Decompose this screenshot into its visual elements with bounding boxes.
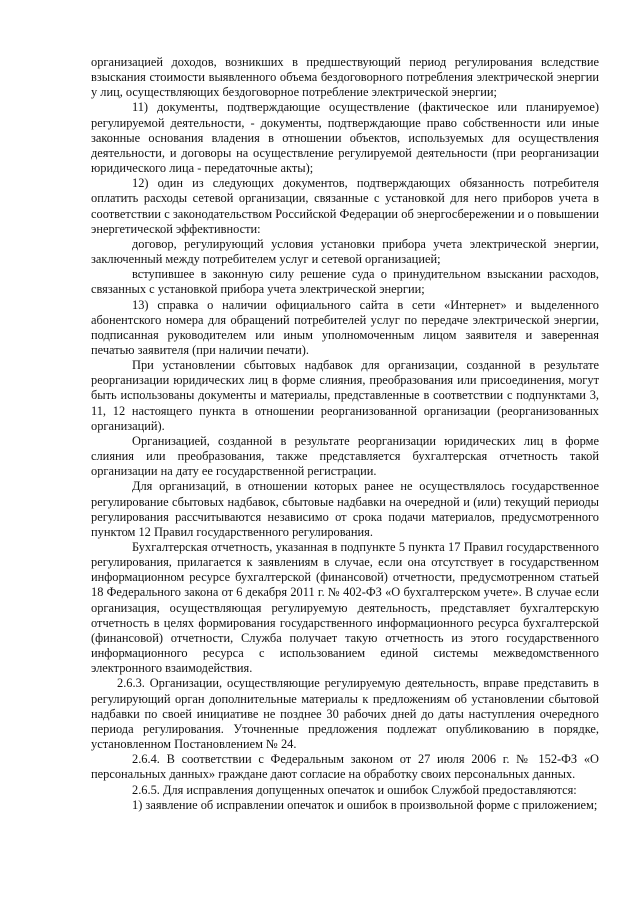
paragraph-accounting-reporting: Бухгалтерская отчетность, указанная в подпункте 5 пункта 17 Правил государственного регулирования, прилагается к заявлениям в случае, если она отсутствует в государственном информационном ресурсе бухгалтерской (финансовой) отчетности, предусмотренном статьей 18 Федерального закона от 6 декабря 2011 г. № 402-ФЗ «О бухгалтерском учете». В случае если организация, осуществляющая регулируемую деятельность, представляет бухгалтерскую отчетность в целях формирования государственного информационного ресурса бухгалтерской (финансовой) отчетности, Служба получает такую отчетность из этого государственного информационного ресурса с использованием единой системы межведомственного электронного взаимодействия. xyxy=(91,540,599,676)
paragraph-contract: договор, регулирующий условия установки прибора учета электрической энергии, заключенный между потребителем услуг и сетевой организацией; xyxy=(91,236,599,267)
paragraph-court-decision: вступившее в законную силу решение суда о принудительном взыскании расходов, связанных с установкой прибора учета электрической энергии; xyxy=(91,267,599,297)
paragraph-correction-application: 1) заявление об исправлении опечаток и ошибок в произвольной форме с приложением; xyxy=(132,797,598,812)
paragraph-reorganization: При установлении сбытовых надбавок для организации, созданной в результате реорганизации юридических лиц в форме слияния, преобразования или присоединения, могут быть использованы документы и материалы, представленные в соответствии с подпунктами 3, 11, 12 настоящего пункта в отношении реорганизованной организации (реорганизованных организаций). xyxy=(91,358,599,433)
paragraph-item-11: 11) документы, подтверждающие осуществление (фактическое или планируемое) регулируемой деятельности, - документы, подтверждающие право собственности или иные законные основания владения в отношении объектов, используемых для осуществления деятельности, и договоры на осуществление регулируемой деятельности (при реорганизации юридического лица - передаточные акты); xyxy=(91,100,599,176)
paragraph-2-6-5: 2.6.5. Для исправления допущенных опечаток и ошибок Службой предоставляются: xyxy=(132,782,577,797)
paragraph-2-6-4: 2.6.4. В соответствии с Федеральным законом от 27 июля 2006 г. № 152-ФЗ «О персональных данных» граждане дают согласие на обработку своих персональных данных. xyxy=(91,752,599,782)
paragraph-2-6-3: 2.6.3. Организации, осуществляющие регулируемую деятельность, вправе представить в регулирующий орган дополнительные материалы к предложениям об установлении сбытовой надбавки по своей инициативе не позднее 30 рабочих дней до даты наступления очередного периода регулирования. Уточненные предложения подлежат опубликованию в порядке, установленном Постановлением № 24. xyxy=(91,676,599,752)
paragraph-continuation: организацией доходов, возникших в предшествующий период регулирования вследствие взыскания стоимости выявленного объема бездоговорного потребления электрической энергии у лиц, осуществляющих бездоговорное потребление электрической энергии; xyxy=(91,55,599,100)
paragraph-item-12: 12) один из следующих документов, подтверждающих обязанность потребителя оплатить расходы сетевой организации, связанные с установкой для него приборов учета в соответствии с законодательством Российской Федерации об энергосбережении и о повышении энергетической эффективности: xyxy=(91,176,599,236)
paragraph-accounting-statement: Организацией, созданной в результате реорганизации юридических лиц в форме слияния или преобразования, также представляется бухгалтерская отчетность такой организации на дату ее государственной регистрации. xyxy=(91,433,599,479)
paragraph-new-organizations: Для организаций, в отношении которых ранее не осуществлялось государственное регулирование сбытовых надбавок, сбытовые надбавки на очередной и (или) текущий периоды регулирования рассчитываются независимо от срока подачи материалов, предусмотренного пунктом 12 Правил государственного регулирования. xyxy=(91,479,599,539)
paragraph-item-13: 13) справка о наличии официального сайта в сети «Интернет» и выделенного абонентского номера для обращений потребителей услуг по передаче электрической энергии, подписанная руководителем или иным уполномоченным лицом заявителя и заверенная печатью заявителя (при наличии печати). xyxy=(91,297,599,357)
